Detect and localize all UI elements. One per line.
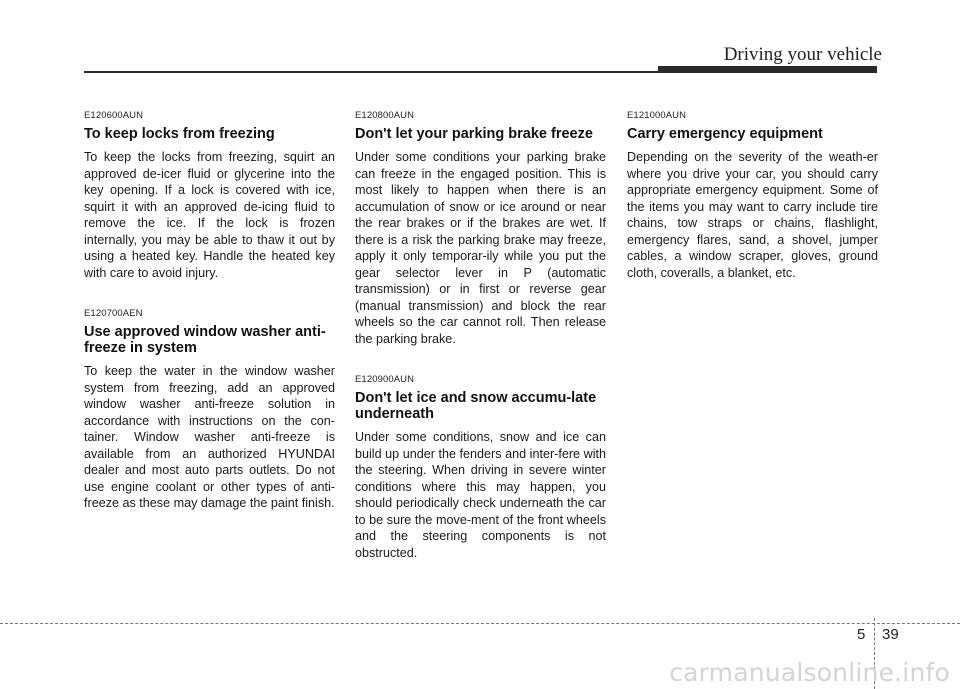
section-heading: Carry emergency equipment	[627, 126, 823, 142]
column-left	[84, 110, 335, 539]
watermark: carmanualsonline.info	[669, 658, 950, 687]
section-emergency-equipment	[627, 110, 878, 281]
column-middle	[355, 110, 606, 588]
section-parking-brake	[355, 110, 606, 347]
section-code: E120800AUN	[355, 110, 415, 121]
column-right	[627, 110, 878, 308]
section-code: E120600AUN	[84, 110, 144, 121]
header-rule-thick	[658, 66, 877, 73]
section-washer-antifreeze	[84, 308, 335, 512]
section-body: To keep the water in the window washer system from freezing, add an approved window washer anti-freeze solution in accordance with instructions on the con-tainer. Window washer anti-freeze is available from an authorized HYUNDAI dealer and most auto parts outlets. Do not use engine coolant or other types of anti-freeze as these may damage the paint finish.	[84, 364, 335, 510]
section-heading: Don't let ice and snow accumu-late underneath	[355, 390, 597, 422]
footer-rule	[0, 623, 960, 624]
page-header-title: Driving your vehicle	[723, 44, 882, 65]
section-heading: Use approved window washer anti-freeze in system	[84, 324, 326, 356]
section-heading: To keep locks from freezing	[84, 126, 275, 142]
page-number: 39	[882, 626, 899, 643]
chapter-number: 5	[857, 626, 866, 643]
header-rule-thin	[84, 71, 660, 73]
section-heading: Don't let your parking brake freeze	[355, 126, 593, 142]
section-code: E120700AEN	[84, 308, 143, 319]
section-body: Under some conditions, snow and ice can build up under the fenders and inter-fere with the steering. When driving in severe winter conditions where this may happen, you should periodically check underneath the car to be sure the move-ment of the front wheels and the steering components is not obstructed.	[355, 430, 606, 560]
section-code: E120900AUN	[355, 374, 415, 385]
section-body: Depending on the severity of the weath-er where you drive your car, you should carry appropriate emergency equipment. Some of the items you may want to carry include tire chains, tow straps or chains, flashlight, emergency flares, sand, a shovel, jumper cables, a window scraper, gloves, ground cloth, coveralls, a blanket, etc.	[627, 150, 878, 280]
section-body: Under some conditions your parking brake can freeze in the engaged position. This is most likely to happen when there is an accumulation of snow or ice around or near the rear brakes or if the brakes are wet. If there is a risk the parking brake may freeze, apply it only temporar-ily while you put the gear selector lever in P (automatic transmission) or in first or reverse gear (manual transmission) and block the rear wheels so the car cannot roll. Then release the parking brake.	[355, 150, 606, 346]
section-body: To keep the locks from freezing, squirt an approved de-icer fluid or glycerine into the key opening. If a lock is covered with ice, squirt it with an approved de-icing fluid to remove the ice. If the lock is frozen internally, you may be able to thaw it out by using a heated key. Handle the heated key with care to avoid injury.	[84, 150, 335, 280]
section-locks-freezing	[84, 110, 335, 281]
section-code: E121000AUN	[627, 110, 687, 121]
section-ice-snow	[355, 374, 606, 561]
